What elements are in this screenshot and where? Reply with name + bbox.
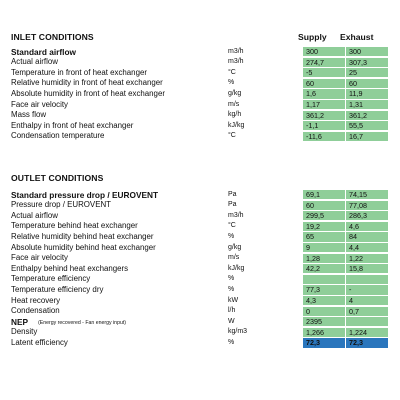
exhaust-value-cell: 1,22	[346, 254, 388, 263]
supply-value-cell: 1,266	[303, 328, 345, 337]
table-row	[0, 47, 400, 57]
row-unit: °C	[228, 222, 236, 230]
exhaust-value-cell: 361,2	[346, 111, 388, 120]
supply-value-cell: 361,2	[303, 111, 345, 120]
exhaust-value-cell: 72,3	[346, 338, 388, 347]
row-label: Heat recovery	[11, 295, 61, 305]
row-label: Temperature in front of heat exchanger	[11, 67, 147, 77]
row-unit: W	[228, 317, 235, 325]
table-row	[0, 121, 400, 131]
supply-value-cell: 42,2	[303, 264, 345, 273]
row-unit: %	[228, 275, 235, 283]
supply-value-cell: 1,28	[303, 254, 345, 263]
supply-value-cell: 60	[303, 201, 345, 210]
exhaust-value-cell: 25	[346, 68, 388, 77]
exhaust-value-cell: -	[346, 285, 388, 294]
table-row	[0, 200, 400, 210]
exhaust-value-cell: 84	[346, 232, 388, 241]
table-row	[0, 327, 400, 337]
table-row	[0, 264, 400, 274]
exhaust-value-cell	[346, 275, 388, 284]
supply-value-cell: -11,6	[303, 132, 345, 141]
supply-value-cell: 299,5	[303, 211, 345, 220]
row-label: Relative humidity in front of heat exchanger	[11, 78, 163, 88]
supply-value-cell: 1,6	[303, 89, 345, 98]
row-label: Condensation	[11, 306, 60, 316]
table-row	[0, 211, 400, 221]
supply-value-cell: 274,7	[303, 58, 345, 67]
table-row	[0, 232, 400, 242]
exhaust-value-cell: 0,7	[346, 307, 388, 316]
row-label: Temperature behind heat exchanger	[11, 221, 138, 231]
row-label: Mass flow	[11, 110, 47, 120]
table-row	[0, 190, 400, 200]
table-row	[0, 317, 400, 327]
exhaust-value-cell	[346, 317, 388, 326]
row-label: Face air velocity	[11, 253, 69, 263]
table-row	[0, 338, 400, 348]
table-row	[0, 306, 400, 316]
table-row	[0, 221, 400, 231]
row-label: Temperature efficiency	[11, 274, 91, 284]
supply-value-cell: 60	[303, 79, 345, 88]
table-row	[0, 57, 400, 67]
table-row	[0, 89, 400, 99]
row-unit: m/s	[228, 254, 240, 262]
row-unit: Pa	[228, 201, 237, 209]
row-label: Condensation temperature	[11, 131, 105, 141]
supply-value-cell: -5	[303, 68, 345, 77]
row-unit: g/kg	[228, 89, 242, 97]
row-unit: kg/m3	[228, 328, 248, 336]
row-label: Actual airflow	[11, 210, 58, 220]
row-label: Standard pressure drop / EUROVENT	[11, 189, 159, 200]
table-row	[0, 296, 400, 306]
supply-value-cell: 300	[303, 47, 345, 56]
row-unit: kg/h	[228, 111, 242, 119]
exhaust-value-cell: 300	[346, 47, 388, 56]
supply-value-cell: 69,1	[303, 190, 345, 199]
table-row	[0, 78, 400, 88]
row-unit: kJ/kg	[228, 121, 245, 129]
exhaust-value-cell: 55,5	[346, 121, 388, 130]
table-row	[0, 274, 400, 284]
exhaust-value-cell: 11,9	[346, 89, 388, 98]
exhaust-value-cell: 286,3	[346, 211, 388, 220]
row-unit: kJ/kg	[228, 264, 245, 272]
inlet-section-title: INLET CONDITIONS	[11, 32, 94, 42]
supply-value-cell: 1,17	[303, 100, 345, 109]
row-unit: Pa	[228, 190, 237, 198]
row-label: Face air velocity	[11, 99, 69, 109]
exhaust-value-cell: 4,6	[346, 222, 388, 231]
row-unit: m/s	[228, 100, 240, 108]
row-unit: %	[228, 79, 235, 87]
row-label: Latent efficiency	[11, 337, 68, 347]
row-label: Density	[11, 327, 38, 337]
exhaust-value-cell: 74,15	[346, 190, 388, 199]
exhaust-value-cell: 1,224	[346, 328, 388, 337]
exhaust-value-cell: 60	[346, 79, 388, 88]
table-row	[0, 285, 400, 295]
row-unit: kW	[228, 296, 239, 304]
row-label: NEP (Energy recovered - Fan energy input)	[11, 316, 127, 327]
row-unit: °C	[228, 68, 236, 76]
exhaust-value-cell: 307,3	[346, 58, 388, 67]
exhaust-column-header: Exhaust	[340, 32, 374, 42]
row-unit: l/h	[228, 307, 236, 315]
row-label: Absolute humidity in front of heat exchanger	[11, 88, 165, 98]
row-unit: °C	[228, 132, 236, 140]
row-label: Temperature efficiency dry	[11, 284, 104, 294]
table-row	[0, 243, 400, 253]
table-row	[0, 68, 400, 78]
row-unit: m3/h	[228, 47, 244, 55]
supply-value-cell: 65	[303, 232, 345, 241]
exhaust-value-cell: 4,4	[346, 243, 388, 252]
table-row	[0, 100, 400, 110]
supply-value-cell: 19,2	[303, 222, 345, 231]
exhaust-value-cell: 16,7	[346, 132, 388, 141]
row-unit: %	[228, 285, 235, 293]
row-label: Enthalpy behind heat exchangers	[11, 263, 129, 273]
supply-value-cell: 72,3	[303, 338, 345, 347]
table-row	[0, 131, 400, 141]
exhaust-value-cell: 1,31	[346, 100, 388, 109]
supply-value-cell: 9	[303, 243, 345, 252]
row-label: Absolute humidity behind heat exchanger	[11, 242, 156, 252]
row-unit: m3/h	[228, 58, 244, 66]
row-label: Actual airflow	[11, 57, 58, 67]
supply-value-cell	[303, 275, 345, 284]
supply-column-header: Supply	[298, 32, 327, 42]
row-label: Enthalpy in front of heat exchanger	[11, 120, 134, 130]
exhaust-value-cell: 4	[346, 296, 388, 305]
row-unit: %	[228, 232, 235, 240]
row-label: Relative humidity behind heat exchanger	[11, 231, 154, 241]
row-unit: %	[228, 338, 235, 346]
row-unit: g/kg	[228, 243, 242, 251]
supply-value-cell: 4,3	[303, 296, 345, 305]
exhaust-value-cell: 77,08	[346, 201, 388, 210]
exhaust-value-cell: 15,8	[346, 264, 388, 273]
supply-value-cell: 0	[303, 307, 345, 316]
table-row	[0, 110, 400, 120]
supply-value-cell: 77,3	[303, 285, 345, 294]
row-note: (Energy recovered - Fan energy input)	[38, 319, 127, 326]
supply-value-cell: -1,1	[303, 121, 345, 130]
row-label: Pressure drop / EUROVENT	[11, 200, 111, 210]
supply-value-cell: 2395	[303, 317, 345, 326]
table-row	[0, 253, 400, 263]
row-unit: m3/h	[228, 211, 244, 219]
outlet-section-title: OUTLET CONDITIONS	[11, 173, 104, 183]
row-label: Standard airflow	[11, 46, 77, 57]
